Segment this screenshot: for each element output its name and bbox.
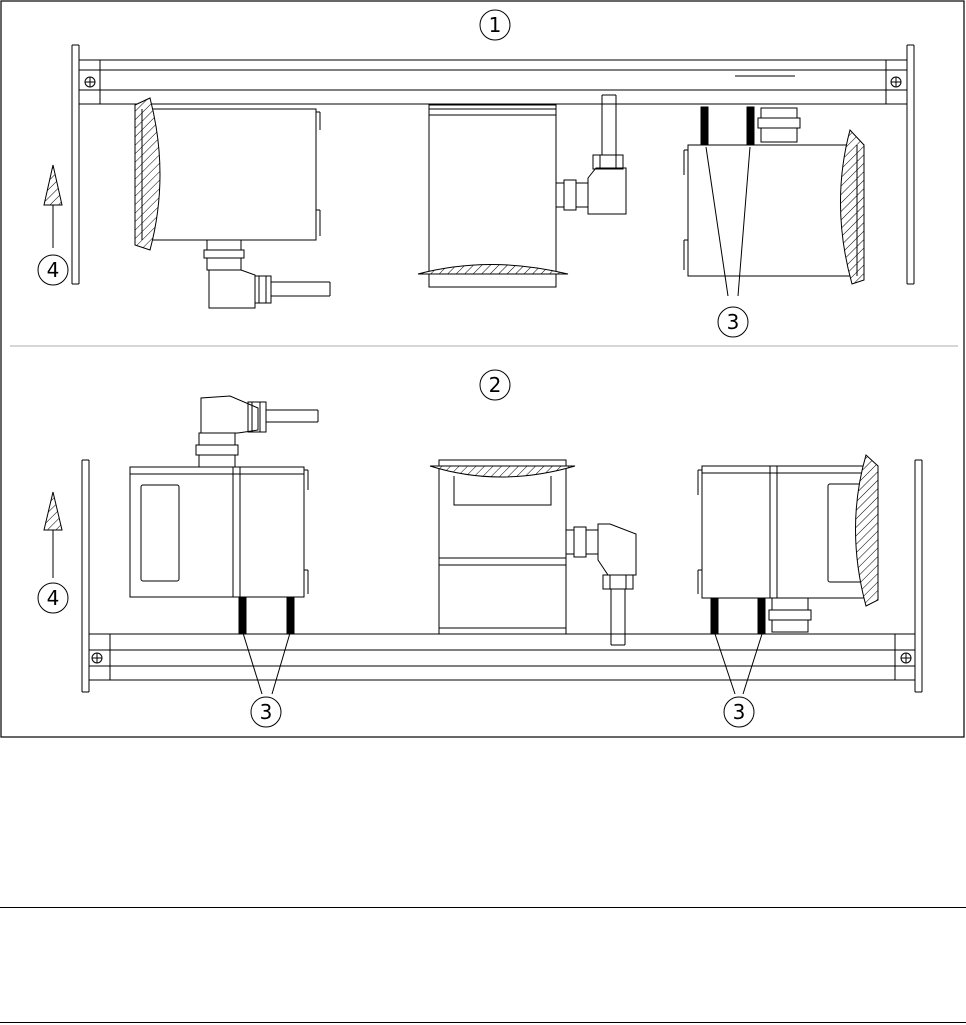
sensor-top-left (135, 98, 330, 308)
callout-seal-label: 3 (732, 700, 746, 724)
page-rule-lower (0, 1022, 966, 1023)
sensor-top-middle (418, 95, 626, 287)
panel-top (38, 10, 914, 337)
callout-view-top-label: 1 (488, 13, 502, 37)
seal-gasket (287, 597, 294, 633)
callout-flow-label: 4 (46, 586, 60, 610)
seal-gasket (747, 107, 754, 145)
callout-view-top (480, 10, 510, 40)
seal-gasket (701, 107, 708, 145)
seal-gasket (711, 598, 718, 634)
sensor-bottom-left (130, 396, 318, 727)
flow-arrow-bottom (38, 492, 68, 613)
callout-view-bottom-label: 2 (488, 373, 502, 397)
callout-flow-label: 4 (46, 258, 60, 282)
arrow-up-icon (44, 492, 62, 530)
sensor-bottom-middle (430, 460, 636, 645)
page-rule-upper (0, 907, 966, 908)
callout-view-bottom (480, 370, 510, 400)
seal-gasket (239, 597, 246, 633)
callout-seal-label: 3 (259, 700, 273, 724)
seal-gasket (758, 598, 765, 634)
panel-bottom (38, 370, 922, 727)
sensor-bottom-right (698, 455, 878, 727)
sensor-top-right (684, 107, 864, 337)
arrow-up-icon (44, 165, 62, 205)
flow-arrow-top (38, 165, 68, 285)
callout-seal-label: 3 (726, 310, 740, 334)
